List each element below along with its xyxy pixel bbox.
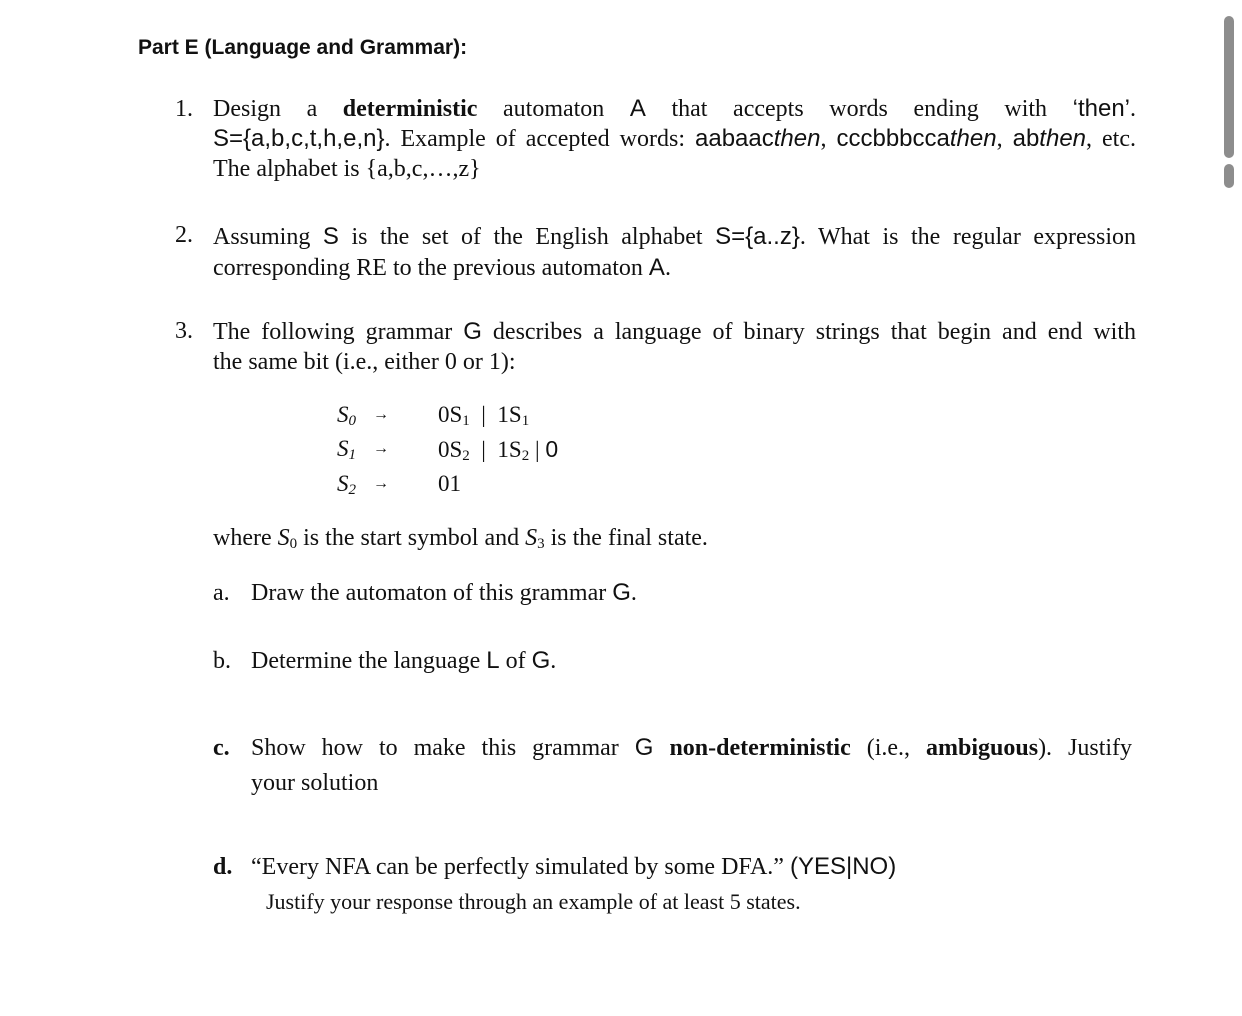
scrollbar-thumb[interactable] <box>1224 16 1234 158</box>
rule-2-lhs: S2 <box>337 471 356 498</box>
rule-2-rhs: 01 <box>438 471 461 496</box>
rule-2-arrow: → <box>373 475 389 492</box>
rule-1-rhs: 0S2 | 1S2 | 0 <box>438 436 559 464</box>
q3d-text: “Every NFA can be perfectly simulated by some DFA.” (YES|NO) <box>251 853 897 880</box>
start-final-note: where S0 is the start symbol and S3 is the final state. <box>213 525 708 552</box>
q3a-text: Draw the automaton of this grammar G. <box>251 579 637 606</box>
q3d-text-2: Justify your response through an example of at least 5 states. <box>266 889 801 914</box>
q1-number: 1. <box>175 96 193 122</box>
q1-line-1: Design a deterministic automaton A that accepts words ending with ‘then’. <box>213 95 1136 122</box>
q2-line-1: Assuming S is the set of the English alphabet S={a..z}. What is the regular expression <box>213 223 1136 250</box>
q3b-label: b. <box>213 648 231 674</box>
rule-0-rhs: 0S1 | 1S1 <box>438 402 530 429</box>
q3-line-2: the same bit (i.e., either 0 or 1): <box>213 349 516 375</box>
scrollbar-thumb-small[interactable] <box>1224 164 1234 188</box>
rule-1-arrow: → <box>373 440 389 457</box>
q3b-text: Determine the language L of G. <box>251 647 557 674</box>
q3c-text-2: your solution <box>251 770 379 796</box>
q3-line-1: The following grammar G describes a language of binary strings that begin and end with <box>213 318 1137 345</box>
q2-number: 2. <box>175 222 193 248</box>
q3-number: 3. <box>175 318 193 344</box>
q3a-label: a. <box>213 580 230 606</box>
q3c-text: Show how to make this grammar G non-deterministic (i.e., ambiguous). Justify <box>251 734 1133 761</box>
q1-line-3: The alphabet is {a,b,c,…,z} <box>213 156 481 182</box>
rule-0-arrow: → <box>373 406 389 423</box>
q1-line-2: S={a,b,c,t,h,e,n}. Example of accepted words: aabaacthen, cccbbbccathen, abthen, etc. <box>213 125 1136 152</box>
rule-0-lhs: S0 <box>337 402 356 429</box>
q2-line-2: corresponding RE to the previous automaton A. <box>213 254 671 281</box>
rule-1-lhs: S1 <box>337 436 356 463</box>
q3c-label: c. <box>213 735 230 761</box>
page-title: Part E (Language and Grammar): <box>138 36 468 59</box>
q3d-label: d. <box>213 854 233 880</box>
